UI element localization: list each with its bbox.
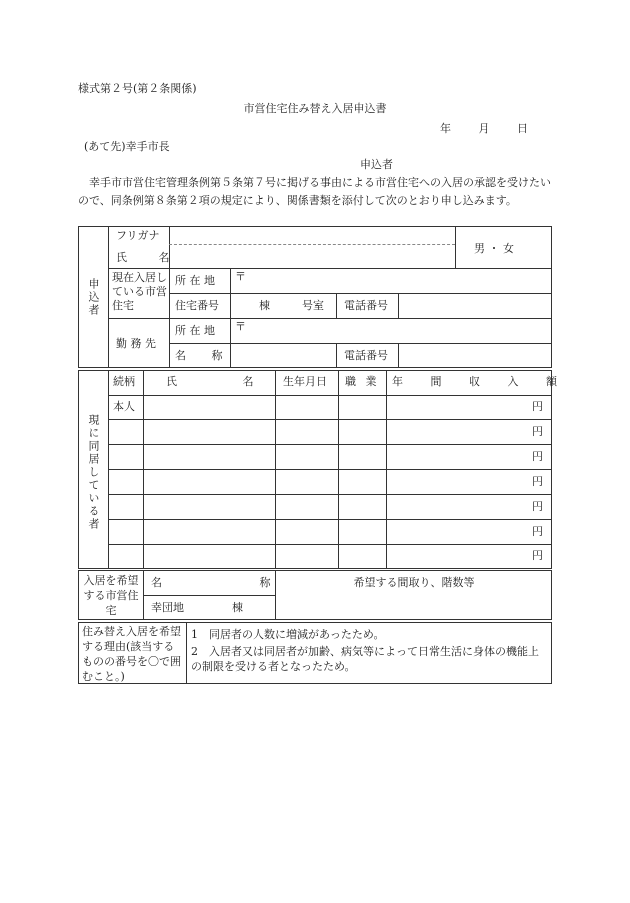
layout-col-header: 希望する間取り、階数等	[353, 576, 475, 589]
yen-unit: 円	[532, 475, 543, 488]
divider	[336, 293, 337, 318]
divider	[169, 226, 170, 368]
phone-label: 電話番号	[344, 299, 388, 312]
yen-unit: 円	[532, 425, 543, 438]
desired-housing-label: 入居を希望する市営住宅	[83, 574, 139, 617]
phone-label-2: 電話番号	[344, 349, 388, 362]
room-label: 号室	[302, 299, 324, 312]
divider	[108, 494, 552, 495]
yen-unit: 円	[532, 549, 543, 562]
furigana-label: フリガナ	[116, 229, 160, 242]
divider	[398, 343, 399, 368]
complex-name: 幸団地	[151, 601, 184, 614]
addressee: (あて先)幸手市長	[84, 140, 170, 153]
name-col-header: 名 称	[151, 576, 271, 589]
intro-paragraph: 幸手市市営住宅管理条例第５条第７号に掲げる事由による市営住宅への入居の承認を受けたいので、同条例第８条第２項の規定により、関係書類を添付して次のとおり申し込みます。	[78, 176, 551, 207]
gender-field[interactable]: 男 ・ 女	[474, 242, 514, 255]
unit-number-label: 住宅番号	[175, 299, 219, 312]
yen-unit: 円	[532, 400, 543, 413]
income-header: 年 間 収 入 額	[392, 375, 557, 388]
divider	[143, 595, 275, 596]
divider	[108, 395, 552, 396]
divider	[186, 622, 187, 684]
applicant-label: 申込者	[360, 158, 393, 171]
household-section-label: 現に同居している者	[87, 414, 100, 531]
self-label: 本人	[113, 400, 135, 413]
reason-label: 住み替え入居を希望する理由(該当するものの番号を〇で囲むこと。)	[82, 625, 181, 683]
divider	[108, 519, 552, 520]
divider	[108, 444, 552, 445]
yen-unit: 円	[532, 525, 543, 538]
divider	[108, 419, 552, 420]
birthdate-header: 生年月日	[283, 375, 327, 388]
company-name-label: 名 称	[175, 349, 223, 362]
divider	[169, 343, 552, 344]
name-header: 氏 名	[166, 375, 254, 388]
postal-mark-2: 〒	[235, 320, 246, 333]
divider	[108, 268, 552, 269]
page-title: 市営住宅住み替え入居申込書	[243, 102, 387, 115]
current-housing-label: 現在入居している市営住宅	[112, 271, 167, 312]
relation-header: 続柄	[113, 375, 135, 388]
divider	[455, 226, 456, 268]
furigana-line	[169, 244, 455, 245]
occupation-header: 職 業	[345, 375, 377, 388]
work-address-label: 所 在 地	[175, 324, 215, 337]
divider	[336, 343, 337, 368]
reason-item-2[interactable]: 2 入居者又は同居者が加齢、病気等によって日常生活に身体の機能上の制限を受ける者となったため。	[191, 645, 539, 673]
form-id: 様式第２号(第２条関係)	[78, 82, 197, 95]
divider	[230, 268, 231, 368]
address-label: 所 在 地	[175, 274, 215, 287]
yen-unit: 円	[532, 450, 543, 463]
divider	[169, 293, 552, 294]
divider	[108, 469, 552, 470]
date-line: 年 月 日	[440, 122, 528, 135]
divider	[108, 226, 109, 368]
divider	[398, 293, 399, 318]
building-suffix: 棟	[232, 601, 243, 614]
postal-mark: 〒	[235, 270, 246, 283]
workplace-label: 勤 務 先	[116, 337, 156, 350]
name-label: 氏 名	[116, 251, 170, 264]
divider	[108, 318, 552, 319]
yen-unit: 円	[532, 500, 543, 513]
applicant-section-label: 申込者	[87, 278, 100, 317]
reason-item-1[interactable]: 1 同居者の人数に増減があったため。	[191, 628, 385, 641]
building-label: 棟	[259, 299, 270, 312]
divider	[108, 544, 552, 545]
